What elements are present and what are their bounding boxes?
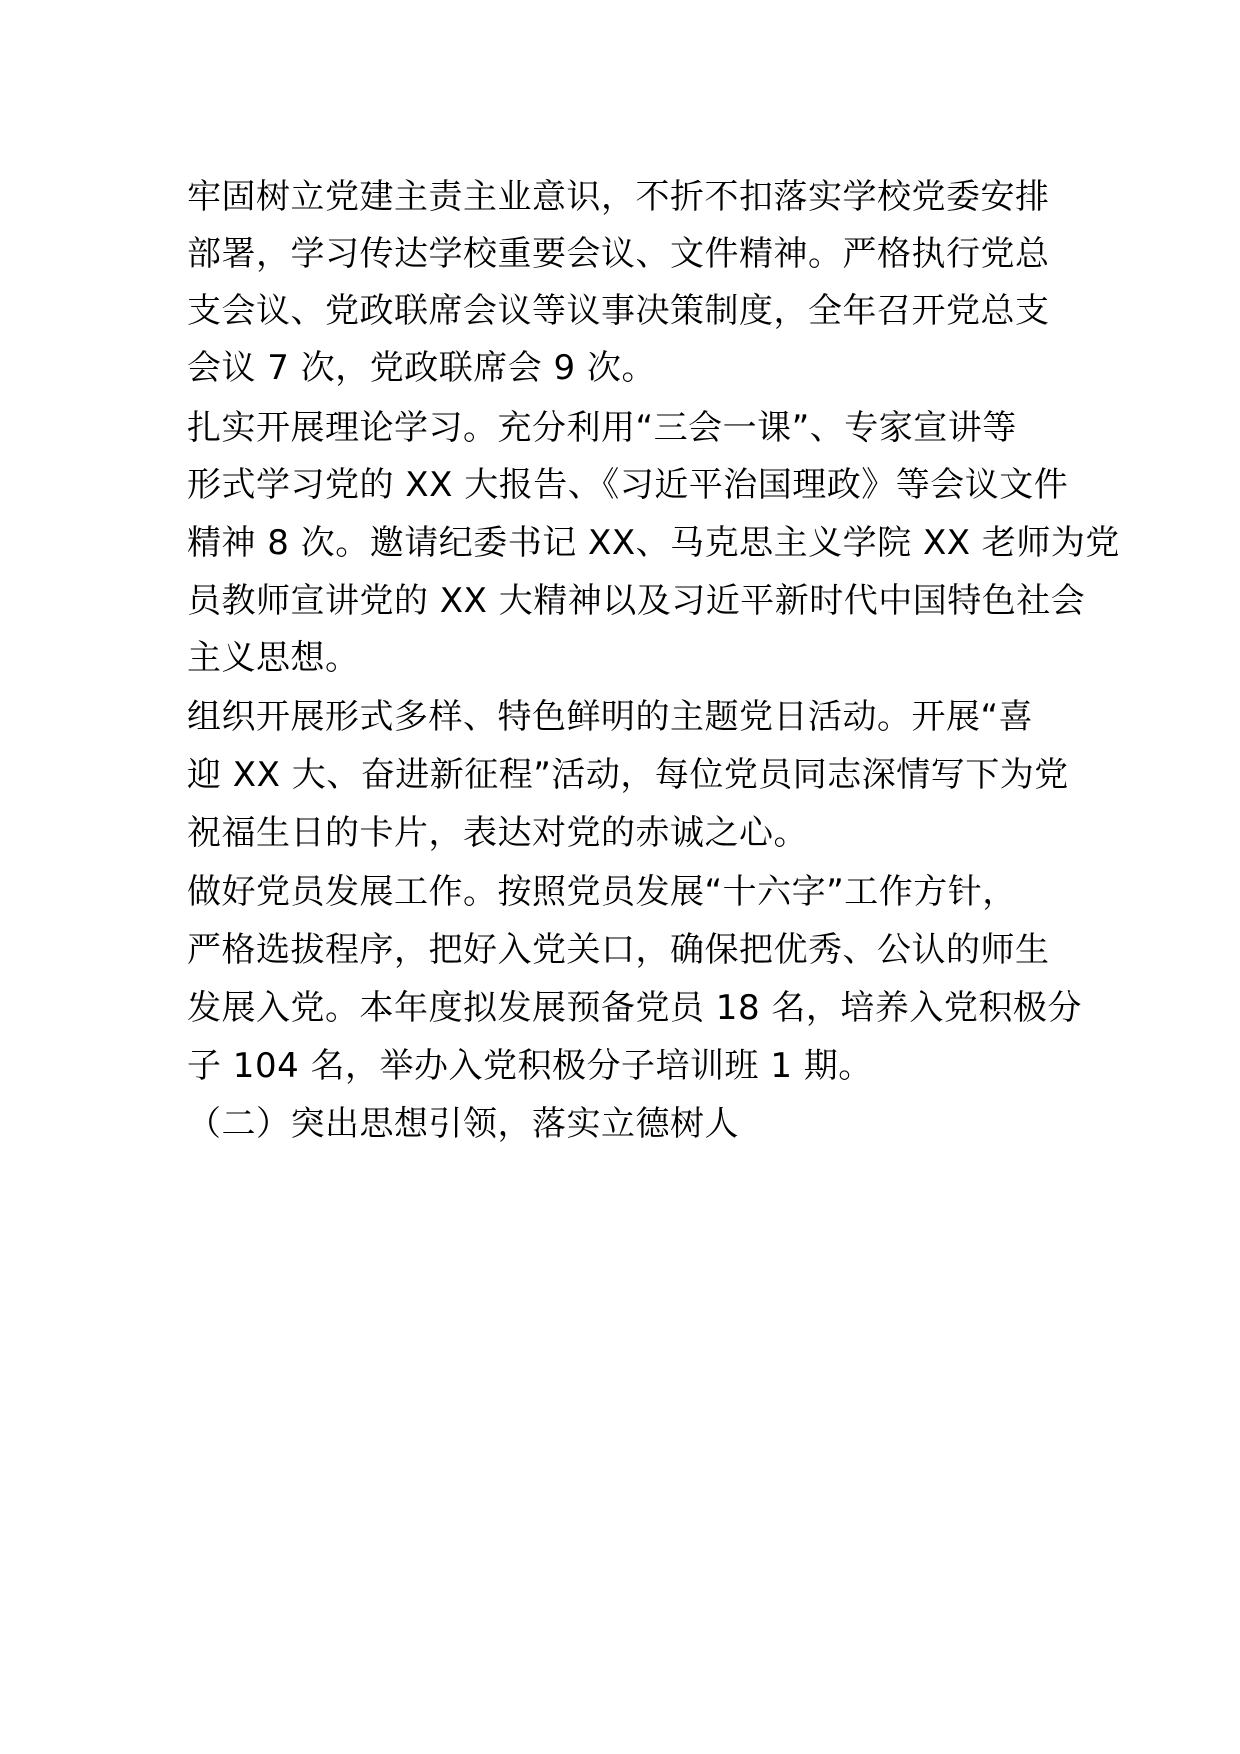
text-line: 形式学习党的 XX 大报告、《习近平治国理政》等会议文件 <box>187 465 1069 505</box>
text-line: 精神 8 次。邀请纪委书记 XX、马克思主义学院 XX 老师为党 <box>187 523 1120 563</box>
section-heading: （二）突出思想引领，落实立德树人 <box>187 1104 739 1144</box>
text-line: 员教师宣讲党的 XX 大精神以及习近平新时代中国特色社会 <box>187 581 1086 621</box>
text-line: 支会议、党政联席会议等议事决策制度，全年召开党总支 <box>187 291 1050 331</box>
text-line: 会议 7 次，党政联席会 9 次。 <box>187 348 656 388</box>
text-line: 部署，学习传达学校重要会议、文件精神。严格执行党总 <box>187 234 1050 274</box>
text-line: 做好党员发展工作。按照党员发展“十六字”工作方针， <box>187 872 1017 912</box>
text-line: 组织开展形式多样、特色鲜明的主题党日活动。开展“喜 <box>187 697 1034 737</box>
text-line: 严格选拔程序，把好入党关口，确保把优秀、公认的师生 <box>187 930 1050 970</box>
text-line: 子 104 名，举办入党积极分子培训班 1 期。 <box>187 1046 873 1086</box>
text-line: 祝福生日的卡片，表达对党的赤诚之心。 <box>187 813 808 853</box>
text-line: 发展入党。本年度拟发展预备党员 18 名，培养入党积极分 <box>187 988 1082 1028</box>
text-line: 牢固树立党建主责主业意识，不折不扣落实学校党委安排 <box>187 177 1050 217</box>
text-line: 扎实开展理论学习。充分利用“三会一课”、专家宣讲等 <box>187 408 1017 448</box>
text-line: 迎 XX 大、奋进新征程”活动，每位党员同志深情写下为党 <box>187 755 1069 795</box>
text-line: 主义思想。 <box>187 638 360 678</box>
